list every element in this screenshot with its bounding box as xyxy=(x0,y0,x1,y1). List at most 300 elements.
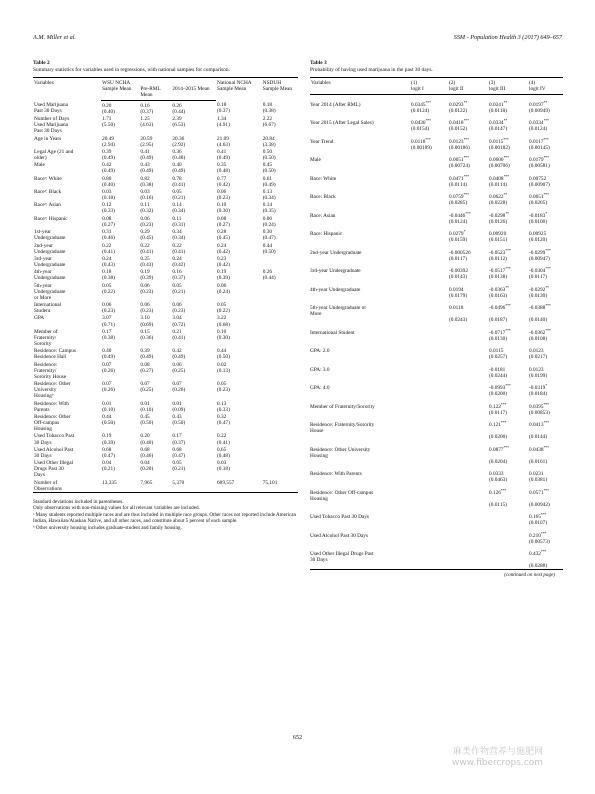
table-cell: 0.05 (0.21) xyxy=(172,460,186,473)
table-cell: 0.05 (0.22) xyxy=(217,302,230,315)
table-row xyxy=(310,132,563,150)
coef-cell: 0.0179*** (0.00581) xyxy=(529,156,550,170)
coef-cell: 0.0115 (0.0257) xyxy=(489,348,508,361)
table-row xyxy=(310,526,563,544)
table-row xyxy=(33,134,298,147)
coef-cell: 0.210*** (0.00573) xyxy=(529,531,550,545)
coef-cell: -0.0362*** (0.0108) xyxy=(529,328,551,342)
coef-cell: 0.0333 (0.0463) xyxy=(489,471,508,484)
table-row xyxy=(310,206,563,224)
table-row xyxy=(310,397,563,415)
coef-cell: -0.000526 (0.0117) xyxy=(449,249,471,262)
table-cell: 0.40 (0.49) xyxy=(102,348,115,361)
table-cell: 0.44 (0.50) xyxy=(262,242,276,255)
table-cell: 0.14 (0.34) xyxy=(172,202,186,215)
coef-cell xyxy=(405,299,443,324)
coef-cell xyxy=(405,360,443,378)
row-label: GPA: 4.0 xyxy=(310,385,330,392)
row-label: 3rd-year Undergraduate xyxy=(34,255,66,268)
table-cell: 0.42 (0.49) xyxy=(172,348,186,361)
coef-cell: 0.0241** (0.0118) xyxy=(489,100,508,114)
table2-notes xyxy=(33,499,298,531)
table-cell: 0.39 (0.49) xyxy=(102,148,115,161)
table-cell: 0.21 (0.41) xyxy=(172,328,186,341)
coef-cell: 0.0571*** (0.00942) xyxy=(529,488,550,508)
table-cell xyxy=(262,399,298,412)
row-label: Raceᵃ: Black xyxy=(34,189,62,195)
coef-cell: -0.0496*** (0.0187) xyxy=(489,304,511,324)
table-cell: 1.25 (4.63) xyxy=(140,116,154,129)
table-note: Standard deviations included in parentheses. xyxy=(33,498,124,505)
table-row xyxy=(33,101,298,115)
table-cell: 0.65 (0.48) xyxy=(217,446,230,459)
coef-cell: 0.0877*** (0.0204) xyxy=(489,445,509,465)
table-cell xyxy=(262,459,298,478)
table-cell: 0.50 (0.50) xyxy=(262,148,276,161)
table-row xyxy=(33,459,298,478)
table-row xyxy=(33,380,298,399)
table-cell xyxy=(262,446,298,459)
table-row xyxy=(33,174,298,187)
table-cell: 0.82 (0.38) xyxy=(140,175,154,188)
row-label: Member of Fraternity/Sorority xyxy=(310,403,375,410)
table-cell: 0.78 (0.41) xyxy=(172,175,186,188)
table-cell xyxy=(262,413,298,432)
coef-cell: 0.0115*** (0.00182) xyxy=(489,137,510,151)
t2-head-nsduh: NSDUH Sample Mean xyxy=(262,78,298,101)
table-row xyxy=(310,188,563,206)
table-row xyxy=(310,483,563,508)
table-row xyxy=(33,161,298,174)
coef-cell: -0.0446*** (0.0124) xyxy=(449,211,471,225)
row-label: Raceᵃ: Asian xyxy=(34,202,61,209)
row-label: 5th-year Undergraduate or More xyxy=(34,282,66,301)
coef-cell: 0.121*** (0.0200) xyxy=(489,421,508,441)
table-cell: 20.59 (2.95) xyxy=(140,135,154,148)
row-label: Residence: Other Off-campus Housing xyxy=(34,414,71,433)
table-cell: 0.44 (0.50) xyxy=(217,348,230,361)
coef-cell: 0.0118 (0.0243) xyxy=(449,305,468,324)
table-row xyxy=(310,508,563,526)
row-label: Member of Fraternity/ Sorority xyxy=(34,328,58,348)
table-cell: 0.06 (0.25) xyxy=(172,361,186,374)
table-row xyxy=(33,281,298,300)
coef-cell: -0.0517*** (0.0138) xyxy=(489,267,511,281)
row-label: 3rd-year Undergraduate xyxy=(310,268,361,275)
table-row xyxy=(310,299,563,324)
coef-cell: -0.0993*** (0.0200) xyxy=(489,384,511,398)
table-row xyxy=(33,413,298,432)
table3-label: Table 3 xyxy=(310,60,327,66)
table-cell: 0.20 (0.40) xyxy=(140,433,154,446)
table-cell: 0.06 (0.23) xyxy=(217,189,230,202)
coef-cell: 0.00925 (0.0120) xyxy=(529,231,548,244)
table-note: ᵇ Other university housing includes graduate-student and family housing. xyxy=(33,524,182,531)
table-cell: 0.22 (0.41) xyxy=(140,242,154,255)
table-row xyxy=(310,545,563,570)
row-label: Used Alcohol Past 30 Days xyxy=(34,446,74,459)
table-cell: 0.03 (0.18) xyxy=(102,189,115,202)
table-cell: 0.14 (0.35) xyxy=(262,202,276,215)
row-label: Age in Years xyxy=(34,135,62,142)
coef-cell: -0.0298** (0.0126) xyxy=(489,211,509,225)
table-cell: 0.04 (0.21) xyxy=(102,460,115,473)
coef-cell: -0.0319* (0.0184) xyxy=(529,384,548,398)
coef-cell: 0.0418*** (0.0152) xyxy=(449,119,469,133)
coef-cell: 0.0430*** (0.0154) xyxy=(411,119,431,133)
coef-cell: 0.0408*** (0.0114) xyxy=(489,174,509,188)
coef-cell xyxy=(405,440,443,465)
row-label: Used Tobacco Past 30 Days xyxy=(310,514,369,521)
table-cell: 0.06 (0.23) xyxy=(140,302,154,315)
row-label: 4th-year Undergraduate xyxy=(34,269,66,282)
table-cell: 0.43 (0.49) xyxy=(140,162,154,175)
table-cell: 0.03 (0.16) xyxy=(140,189,154,202)
coef-cell xyxy=(443,360,483,378)
table2-label: Table 2 xyxy=(33,60,50,66)
coef-cell: -0.0363** (0.0163) xyxy=(489,285,509,299)
table-row xyxy=(33,215,298,228)
table-cell: 0.17 (0.38) xyxy=(102,328,115,341)
coef-cell xyxy=(405,151,443,169)
table-cell: 0.08 (0.27) xyxy=(217,215,230,228)
table-cell: 5,370 xyxy=(171,479,216,493)
coef-cell: 0.126*** (0.0115) xyxy=(489,488,507,508)
coef-cell: 0.0334*** (0.0124) xyxy=(529,119,549,133)
coef-cell: 0.0118*** (0.00189) xyxy=(411,137,432,151)
table-row xyxy=(33,347,298,360)
row-label: Used Alcohol Past 30 Days xyxy=(310,532,368,539)
coef-cell: -0.0388*** (0.0140) xyxy=(529,304,551,324)
table-cell: 0.19 (0.39) xyxy=(102,433,115,446)
row-label: Residence: Other University Housing xyxy=(310,446,371,459)
coef-cell xyxy=(405,280,443,298)
table-note: Only observations with non-missing values for all relevant variables are included. xyxy=(33,505,200,512)
table-cell: 0.24 (0.42) xyxy=(217,242,230,255)
table-row xyxy=(310,416,563,441)
table-cell: 0.06 (0.24) xyxy=(217,282,230,295)
table3-logit-results xyxy=(310,77,563,570)
table-row xyxy=(33,148,298,161)
table-cell: 0.28 (0.45) xyxy=(217,229,230,242)
table-cell: 1.34 (4.91) xyxy=(217,116,230,129)
row-label: Used Other Illegal Drugs Past 30 Days xyxy=(34,460,74,479)
table-cell: 0.10 (0.30) xyxy=(217,202,230,215)
row-label: Used Marijuana Past 30 Days xyxy=(34,102,68,115)
table2-body xyxy=(33,101,298,492)
row-label: GPA: 2.0 xyxy=(310,348,330,355)
table-row xyxy=(310,114,563,132)
table-cell: 0.06 (0.23) xyxy=(172,302,186,315)
row-label: Residence: With Parents xyxy=(310,471,362,478)
page-number: 652 xyxy=(292,734,303,741)
coef-cell: 0.0345*** (0.0124) xyxy=(411,100,431,114)
row-label: Residence: Other University Housingᵇ xyxy=(34,381,71,400)
table-row xyxy=(33,399,298,412)
coef-cell xyxy=(443,508,483,526)
row-label: Residence: With Parents xyxy=(34,400,69,413)
table-row xyxy=(33,201,298,214)
row-label: Legal Age (21 and older) xyxy=(34,148,74,161)
coef-cell: 0.0651*** (0.00724) xyxy=(449,156,470,170)
table-cell: 3.22 (0.68) xyxy=(217,315,230,328)
row-label: Male xyxy=(34,162,45,169)
coef-cell: 0.00752 (0.00907) xyxy=(529,175,550,188)
coef-cell: -0.00392 (0.0143) xyxy=(449,268,468,281)
table3-column xyxy=(310,60,563,578)
row-label: Residence: Other Off-campus Housing xyxy=(310,489,374,502)
table-cell: 0.05 (0.22) xyxy=(102,282,115,295)
table-row xyxy=(310,262,563,280)
coef-cell xyxy=(405,206,443,224)
coef-cell xyxy=(405,169,443,187)
table-cell: 0.22 (0.41) xyxy=(102,242,115,255)
row-label: Year 2015 (After Legal Sales) xyxy=(310,120,374,127)
table-cell xyxy=(262,255,298,268)
table-cell: 0.05 (0.21) xyxy=(172,282,186,295)
t3-head-col1: (1) logit I xyxy=(405,78,443,95)
table-row xyxy=(33,268,298,281)
row-label: Male xyxy=(310,157,321,164)
coef-cell: 0.0413*** (0.0144) xyxy=(529,421,549,441)
table-row xyxy=(310,243,563,261)
table-cell: 0.22 (0.41) xyxy=(217,433,230,446)
table2-column xyxy=(33,60,298,531)
coef-cell xyxy=(483,508,523,526)
t2-head-2014-2015: 2014–2015 Mean xyxy=(171,86,216,101)
coef-cell xyxy=(405,545,443,570)
table2-summary-statistics xyxy=(33,77,298,493)
coef-cell: 0.0123 (0.0199) xyxy=(529,366,548,379)
coef-cell: 0.0279* (0.0159) xyxy=(449,230,468,244)
coef-cell xyxy=(405,225,443,243)
table-row xyxy=(310,342,563,360)
row-label: GPA: 3.0 xyxy=(310,366,330,373)
table-row xyxy=(33,432,298,445)
table-row xyxy=(310,280,563,298)
coef-cell: 0.0293** (0.0122) xyxy=(449,100,468,114)
table-cell: 0.61 (0.49) xyxy=(262,175,276,188)
table-cell xyxy=(262,347,298,360)
coef-cell xyxy=(405,323,443,341)
coef-cell: 0.165*** (0.0107) xyxy=(529,513,548,527)
coef-cell xyxy=(443,526,483,544)
coef-cell: 0.122*** (0.0117) xyxy=(489,402,507,416)
coef-cell xyxy=(405,526,443,544)
t2-head-sample-mean: Sample Mean xyxy=(101,86,139,101)
table-cell: 0.45 (0.50) xyxy=(262,162,276,175)
table-row xyxy=(310,225,563,243)
table-cell: 0.06 (0.23) xyxy=(140,215,154,228)
row-label: International Student xyxy=(310,329,355,336)
coef-cell: 0.432*** (0.0288) xyxy=(523,545,563,570)
table-cell: 3.10 (0.69) xyxy=(140,315,154,328)
coef-cell xyxy=(443,397,483,415)
coef-cell: 0.0231 (0.0381) xyxy=(529,471,548,484)
coef-cell xyxy=(405,262,443,280)
table-row xyxy=(310,465,563,483)
row-label: GPA xyxy=(34,315,45,322)
coef-cell xyxy=(443,483,483,508)
table-cell: 0.08 (0.27) xyxy=(102,215,115,228)
table-cell: 1.71 (5.50) xyxy=(102,116,115,129)
coef-cell xyxy=(443,416,483,441)
table-cell xyxy=(262,361,298,380)
table-cell: 20.84 (3.38) xyxy=(262,135,276,148)
table-cell: 0.35 (0.48) xyxy=(217,162,230,175)
row-label: 5th-year Undergraduate or More xyxy=(310,305,367,318)
table-cell: 0.23 (0.42) xyxy=(217,255,230,268)
table-cell: 0.19 (0.39) xyxy=(217,269,230,282)
table-cell: 0.03 (0.18) xyxy=(217,460,230,473)
table-row xyxy=(310,323,563,341)
table-cell: 0.06 (0.23) xyxy=(140,282,154,295)
coef-cell: 0.0622** (0.0228) xyxy=(489,193,508,207)
row-label: Used Tobacco Past 30 Days xyxy=(34,433,75,446)
table-cell: 0.68 (0.47) xyxy=(172,446,186,459)
table-cell: 0.07 (0.26) xyxy=(172,381,186,394)
table-cell: 7,965 xyxy=(139,479,171,493)
row-label: International Student xyxy=(34,302,62,315)
coef-cell xyxy=(443,465,483,483)
coef-cell xyxy=(405,397,443,415)
row-label: Residence: Campus Residence Hall xyxy=(34,348,76,361)
t2-head-national: National NCHA Sample Mean xyxy=(216,78,262,101)
table-cell: 0.39 (0.49) xyxy=(140,348,154,361)
table-cell: 0.02 (0.13) xyxy=(217,361,230,374)
table-cell: 0.22 (0.41) xyxy=(172,242,186,255)
row-label: 2nd-year Undergraduate xyxy=(310,249,362,256)
coef-cell xyxy=(405,416,443,441)
table-row xyxy=(33,314,298,327)
table-cell: 21.09 (4.63) xyxy=(217,135,230,148)
coef-cell: -0.0181 (0.0244) xyxy=(489,366,508,379)
coef-cell: 0.0123 (0.0217) xyxy=(529,348,548,361)
table-cell: 0.01 (0.10) xyxy=(140,400,154,413)
table-cell: 0.17 (0.37) xyxy=(172,433,186,446)
coef-cell xyxy=(483,545,523,570)
coef-cell xyxy=(405,342,443,360)
table-cell: 0.24 (0.43) xyxy=(102,255,115,268)
table-row xyxy=(33,241,298,254)
table-row xyxy=(33,361,298,380)
table-cell: 0.07 (0.26) xyxy=(102,381,115,394)
row-label: Raceᵃ: White xyxy=(34,175,62,182)
coef-cell: -0.0717*** (0.0130) xyxy=(489,328,511,342)
table-cell: 0.20 (0.40) xyxy=(102,102,115,115)
table-row xyxy=(33,328,298,347)
table-row xyxy=(33,446,298,459)
row-label: Residence: Fraternity/ Sorority House xyxy=(34,361,67,380)
table-cell: 2.22 (6.67) xyxy=(262,116,276,129)
coef-cell xyxy=(443,323,483,341)
coef-cell: 0.0600*** (0.00706) xyxy=(489,156,510,170)
table-row xyxy=(33,255,298,268)
coef-cell: 0.0194 (0.0179) xyxy=(449,286,468,299)
t3-head-col4: (4) logit IV xyxy=(523,78,563,95)
coef-cell: 0.0395*** (0.00853) xyxy=(529,402,550,416)
table-row xyxy=(33,115,298,134)
t2-head-wsu: WSU NCHA xyxy=(101,78,216,87)
table-cell: 3.04 (0.72) xyxy=(172,315,186,328)
table-cell: 0.16 (0.37) xyxy=(172,269,186,282)
table-row xyxy=(310,379,563,397)
table-cell: 0.26 (0.44) xyxy=(172,102,186,115)
coef-cell: 0.0651*** (0.0205) xyxy=(529,193,549,207)
coef-cell: -0.0292** (0.0130) xyxy=(529,285,549,299)
coef-cell xyxy=(405,483,443,508)
row-label: Used Other Illegal Drugs Past 30 Days xyxy=(310,545,405,570)
table-cell: 0.01 (0.10) xyxy=(102,400,115,413)
table-cell: 0.26 (0.44) xyxy=(262,269,276,282)
coef-cell: -0.0304*** (0.0117) xyxy=(529,267,551,281)
coef-cell xyxy=(443,379,483,397)
table-cell: 20.36 (2.92) xyxy=(172,135,186,148)
row-label: Year 2014 (After RML) xyxy=(310,101,361,108)
table-cell: 0.05 (0.21) xyxy=(172,189,186,202)
table2-caption: Summary statistics for variables used in regressions, with national samples for comparison. xyxy=(33,66,230,73)
table-row xyxy=(310,169,563,187)
coef-cell xyxy=(405,188,443,206)
table-cell: 13,335 xyxy=(101,479,139,493)
t3-head-col2: (2) logit II xyxy=(443,78,483,95)
row-label: Race: Hispanic xyxy=(310,231,343,238)
table-cell: 2.39 (6.53) xyxy=(172,116,186,129)
coef-cell xyxy=(443,342,483,360)
t3-head-col3: (3) logit III xyxy=(483,78,523,95)
table-cell: 0.24 (0.42) xyxy=(172,255,186,268)
row-label: 1st-year Undergraduate xyxy=(34,229,66,242)
table-cell xyxy=(262,432,298,445)
coef-cell: 0.0438*** (0.0161) xyxy=(529,445,549,465)
table-cell: 0.07 (0.25) xyxy=(140,381,154,394)
table-cell: 0.80 (0.40) xyxy=(102,175,115,188)
row-label: Race: Black xyxy=(310,194,336,201)
coef-cell xyxy=(443,440,483,465)
t2-head-pre-rml: Pre-RML Mean xyxy=(139,86,171,101)
table-cell xyxy=(262,281,298,300)
table-cell: 0.42 (0.49) xyxy=(102,162,115,175)
table-row xyxy=(33,228,298,241)
table-cell: 0.32 (0.47) xyxy=(217,414,230,427)
table-cell xyxy=(262,328,298,347)
table3-body xyxy=(310,95,563,570)
table-cell: 0.29 (0.45) xyxy=(140,229,154,242)
coef-cell xyxy=(405,465,443,483)
coef-cell xyxy=(405,379,443,397)
table-cell: 609,557 xyxy=(216,479,262,493)
table-cell: 0.05 (0.23) xyxy=(217,381,230,394)
coef-cell: 0.0197** (0.00949) xyxy=(529,100,550,114)
t3-head-variables: Variables xyxy=(310,78,405,95)
table-row xyxy=(310,151,563,169)
coef-cell xyxy=(405,243,443,261)
table-cell: 0.11 (0.32) xyxy=(140,202,154,215)
coef-cell xyxy=(405,508,443,526)
table-cell: 0.12 (0.33) xyxy=(102,202,115,215)
table-cell: 20.49 (2.94) xyxy=(102,135,115,148)
coef-cell: -0.0183* (0.0100) xyxy=(529,211,548,225)
row-label: Residence: Fraternity/Sorority House xyxy=(310,422,375,435)
table-row xyxy=(33,188,298,201)
table-cell: 0.34 (0.34) xyxy=(172,229,186,242)
table-cell: 0.06 (0.24) xyxy=(262,215,276,228)
row-label: Year Trend xyxy=(310,138,334,145)
table-row xyxy=(33,301,298,314)
table-cell: 0.68 (0.47) xyxy=(102,446,115,459)
table-cell: 0.13 (0.33) xyxy=(217,400,230,413)
table-cell: 0.10 (0.30) xyxy=(217,328,230,341)
